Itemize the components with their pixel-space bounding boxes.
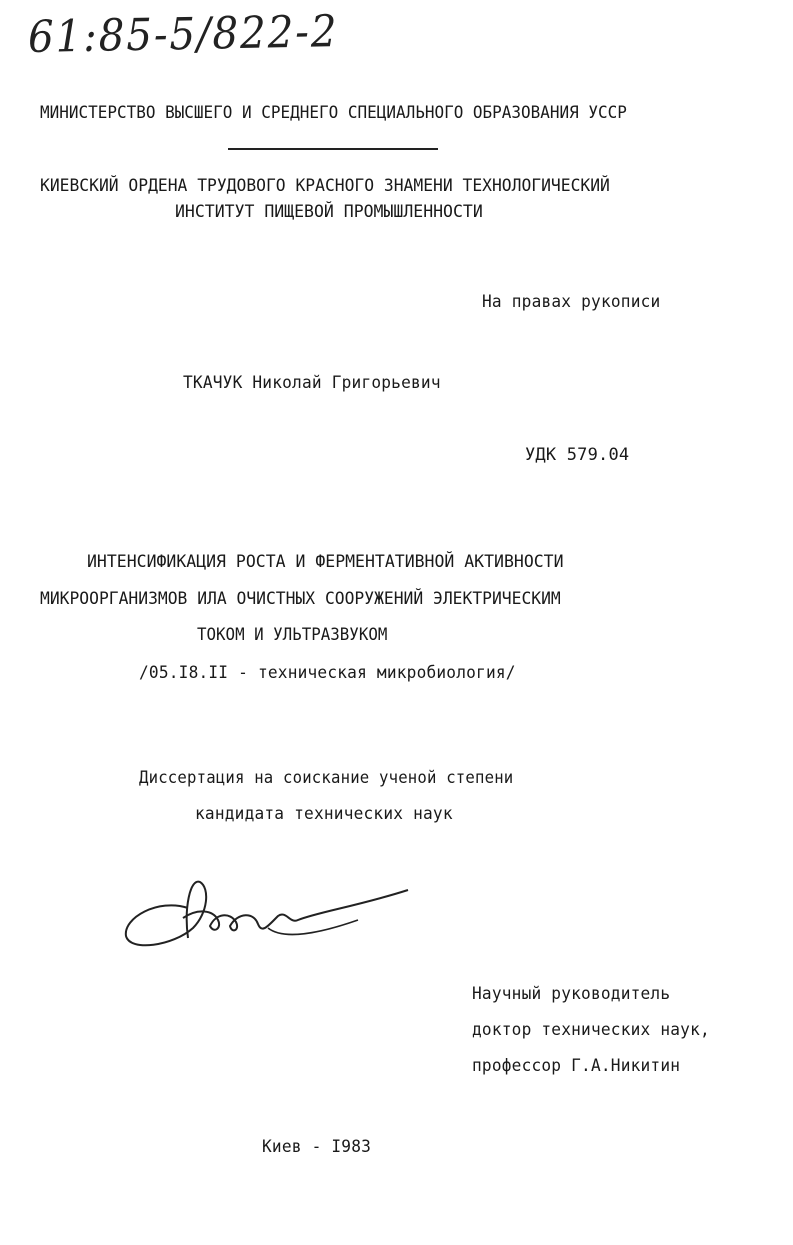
heading-divider	[228, 148, 438, 150]
institute-line-2: ИНСТИТУТ ПИЩЕВОЙ ПРОМЫШЛЕННОСТИ	[175, 202, 483, 222]
title-line-1: ИНТЕНСИФИКАЦИЯ РОСТА И ФЕРМЕНТАТИВНОЙ АКТИВНОСТИ	[87, 552, 564, 572]
place-year: Киев - I983	[262, 1137, 372, 1157]
author-name: ТКАЧУК Николай Григорьевич	[183, 373, 441, 393]
supervisor-line-1: Научный руководитель	[472, 984, 671, 1004]
supervisor-line-3: профессор Г.А.Никитин	[472, 1056, 681, 1076]
degree-line-2: кандидата технических наук	[195, 804, 453, 824]
archive-mark: 61:85-5/822-2	[27, 6, 339, 63]
institute-line-1: КИЕВСКИЙ ОРДЕНА ТРУДОВОГО КРАСНОГО ЗНАМЕНИ ТЕХНОЛОГИЧЕСКИЙ	[40, 176, 610, 196]
degree-line-1: Диссертация на соискание ученой степени	[139, 768, 514, 788]
title-line-2: МИКРООРГАНИЗМОВ ИЛА ОЧИСТНЫХ СООРУЖЕНИЙ ЭЛЕКТРИЧЕСКИМ	[40, 589, 561, 609]
title-line-3: ТОКОМ И УЛЬТРАЗВУКОМ	[197, 625, 388, 645]
author-signature	[118, 868, 418, 958]
supervisor-line-2: доктор технических наук,	[472, 1020, 710, 1040]
manuscript-note: На правах рукописи	[482, 292, 661, 312]
specialty-code: /05.I8.II - техническая микробиология/	[139, 663, 516, 683]
udc-code: УДК 579.04	[525, 445, 630, 465]
ministry-heading: МИНИСТЕРСТВО ВЫСШЕГО И СРЕДНЕГО СПЕЦИАЛЬНОГО ОБРАЗОВАНИЯ УССР	[40, 103, 627, 123]
